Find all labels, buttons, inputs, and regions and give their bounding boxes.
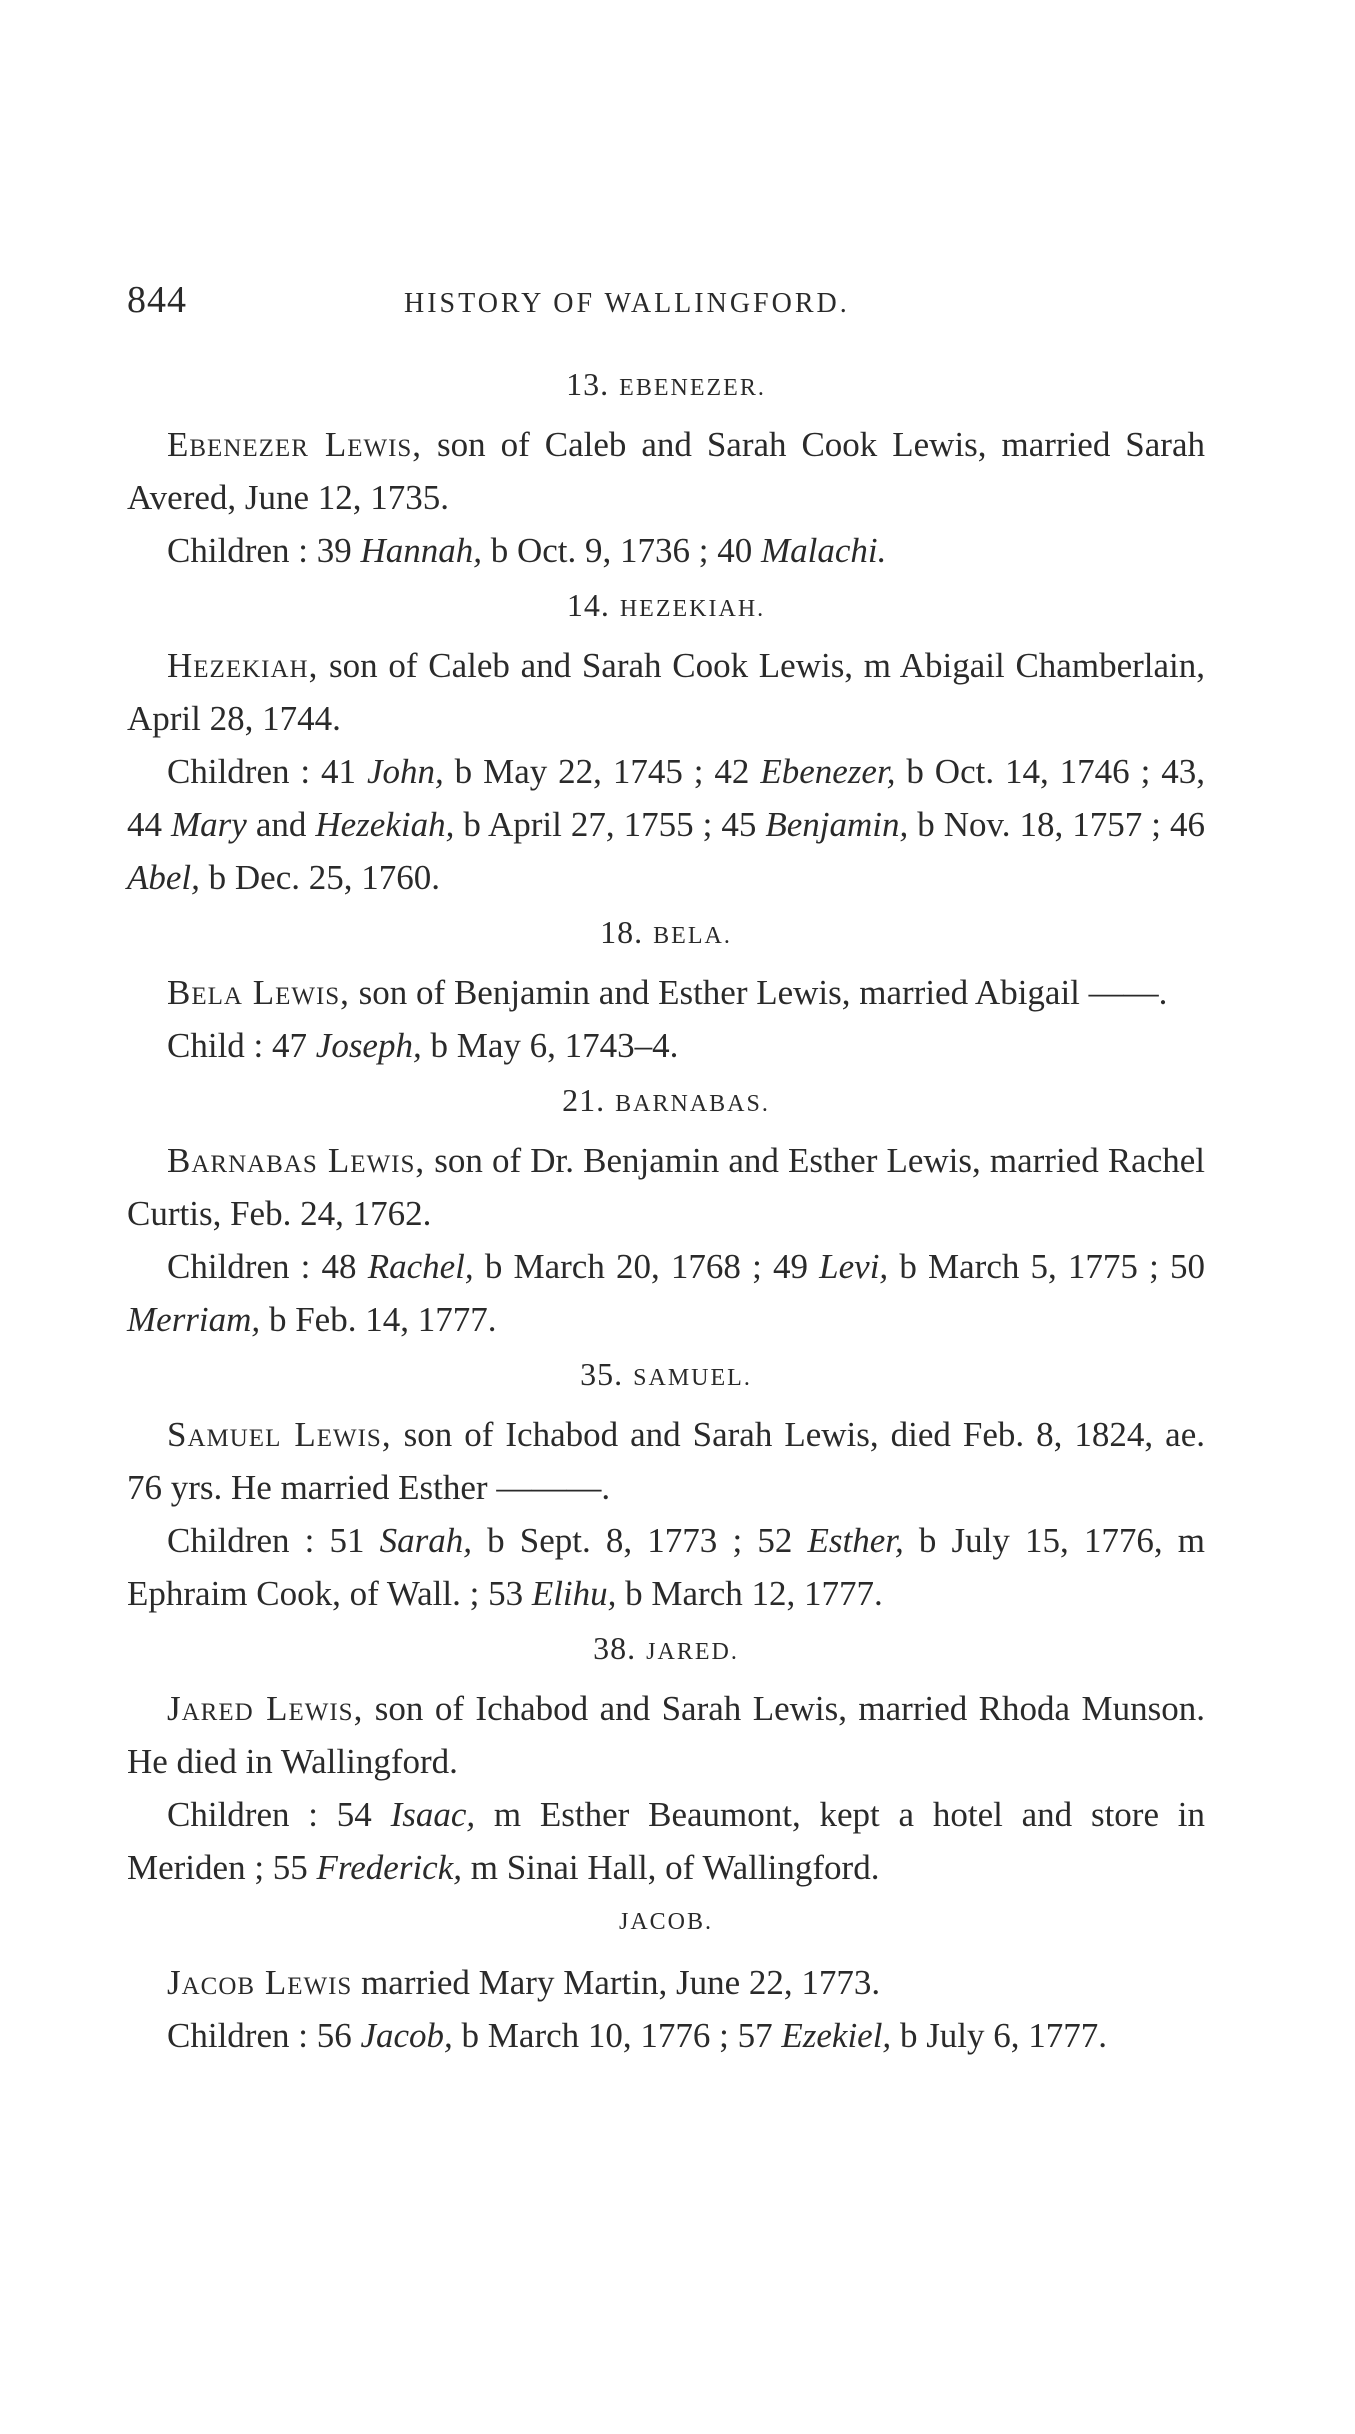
section-heading (127, 1354, 1205, 1396)
family-entry (127, 1408, 1205, 1514)
children-text: b May 6, 1743–4. (421, 1026, 679, 1065)
children-list (127, 524, 1205, 577)
section-number: 38. (593, 1630, 637, 1666)
entry-text: son of Benjamin and Esther Lewis, married Abigail ——. (349, 973, 1168, 1012)
children-text: b Sept. 8, 1773 ; 52 (472, 1521, 808, 1560)
family-entry (127, 1682, 1205, 1788)
child-name: Malachi. (761, 531, 887, 570)
child-name: Abel, (127, 858, 200, 897)
children-text: b Feb. 14, 1777. (260, 1300, 497, 1339)
children-text: b March 12, 1777. (616, 1574, 883, 1613)
section-heading (127, 912, 1205, 954)
section-heading (127, 585, 1205, 627)
children-text: Children : 39 (167, 531, 361, 570)
child-name: Isaac, (390, 1795, 476, 1834)
child-name: Benjamin, (765, 805, 909, 844)
children-text: b May 22, 1745 ; 42 (443, 752, 761, 791)
child-name: Hezekiah, (315, 805, 455, 844)
entry-text: son of Caleb and Sarah Cook Lewis, married Sarah Avered, June 12, 1735. (127, 425, 1205, 517)
section-name: BARNABAS. (615, 1091, 770, 1117)
children-list (127, 1788, 1205, 1894)
section-heading (127, 1902, 1205, 1944)
children-text: Children : 48 (167, 1247, 368, 1286)
children-list (127, 1514, 1205, 1620)
person-name: Jacob Lewis (167, 1963, 353, 2002)
child-name: Rachel, (367, 1247, 474, 1286)
section-number: 21. (562, 1082, 606, 1118)
section-name: SAMUEL. (633, 1365, 752, 1391)
section-number: 35. (580, 1356, 624, 1392)
entry-text: son of Ichabod and Sarah Lewis, died Feb. 8, 1824, ae. 76 yrs. He married Esther ———. (127, 1415, 1205, 1507)
children-list (127, 2009, 1205, 2062)
children-list (127, 1019, 1205, 1072)
children-text: b March 10, 1776 ; 57 (452, 2016, 782, 2055)
person-name: Jared Lewis, (167, 1689, 364, 1728)
child-name: Frederick, (316, 1848, 462, 1887)
child-name: Elihu, (531, 1574, 617, 1613)
child-name: Jacob, (360, 2016, 453, 2055)
child-name: Sarah, (379, 1521, 473, 1560)
section-name: EBENEZER. (619, 375, 766, 401)
family-entry (127, 966, 1205, 1019)
entry-text: son of Caleb and Sarah Cook Lewis, m Abigail Chamberlain, April 28, 1744. (127, 646, 1205, 738)
children-text: Children : 54 (167, 1795, 391, 1834)
children-text: Children : 56 (167, 2016, 361, 2055)
section-number: 18. (600, 914, 644, 950)
page-header (127, 278, 1187, 328)
child-name: Joseph, (315, 1026, 422, 1065)
children-text: and (246, 805, 316, 844)
section-name: JACOB. (618, 1909, 714, 1935)
family-entry (127, 1956, 1205, 2009)
children-text: Child : 47 (167, 1026, 316, 1065)
child-name: Levi, (819, 1247, 889, 1286)
children-text: b July 15, 1776, m Ephraim Cook, of Wall. ; 53 (127, 1521, 1205, 1613)
family-entry (127, 639, 1205, 745)
person-name: Bela Lewis, (167, 973, 350, 1012)
page-body (127, 360, 1205, 2070)
child-name: Mary (171, 805, 247, 844)
section-heading (127, 364, 1205, 406)
children-text: b Oct. 14, 1746 ; 43, 44 (127, 752, 1205, 844)
entry-text: son of Ichabod and Sarah Lewis, married Rhoda Munson. He died in Wallingford. (127, 1689, 1205, 1781)
child-name: Ezekiel, (781, 2016, 892, 2055)
section-number: 13. (566, 366, 610, 402)
children-text: b Oct. 9, 1736 ; 40 (482, 531, 762, 570)
children-text: b March 5, 1775 ; 50 (888, 1247, 1205, 1286)
family-entry (127, 418, 1205, 524)
person-name: Samuel Lewis, (167, 1415, 392, 1454)
family-entry (127, 1134, 1205, 1240)
person-name: Barnabas Lewis, (167, 1141, 426, 1180)
children-list (127, 1240, 1205, 1346)
person-name: Hezekiah, (167, 646, 319, 685)
section-heading (127, 1080, 1205, 1122)
children-text: Children : 41 (167, 752, 367, 791)
running-title: HISTORY OF WALLINGFORD. (404, 288, 850, 319)
person-name: Ebenezer Lewis, (167, 425, 423, 464)
children-text: b March 20, 1768 ; 49 (473, 1247, 820, 1286)
children-text: b July 6, 1777. (891, 2016, 1108, 2055)
children-text: b Dec. 25, 1760. (199, 858, 440, 897)
children-list (127, 745, 1205, 904)
children-text: b April 27, 1755 ; 45 (454, 805, 766, 844)
children-text: m Sinai Hall, of Wallingford. (461, 1848, 880, 1887)
child-name: Esther, (807, 1521, 904, 1560)
children-text: Children : 51 (167, 1521, 380, 1560)
page-number: 844 (127, 279, 187, 321)
children-text: m Esther Beaumont, kept a hotel and store in Meriden ; 55 (127, 1795, 1205, 1887)
child-name: John, (366, 752, 444, 791)
child-name: Ebenezer, (760, 752, 896, 791)
entry-text: son of Dr. Benjamin and Esther Lewis, married Rachel Curtis, Feb. 24, 1762. (127, 1141, 1205, 1233)
children-text: b Nov. 18, 1757 ; 46 (908, 805, 1205, 844)
section-name: BELA. (653, 923, 732, 949)
section-name: JARED. (646, 1639, 739, 1665)
section-heading (127, 1628, 1205, 1670)
child-name: Hannah, (360, 531, 482, 570)
child-name: Merriam, (127, 1300, 261, 1339)
entry-text: married Mary Martin, June 22, 1773. (352, 1963, 881, 2002)
section-name: HEZEKIAH. (619, 596, 766, 622)
section-number: 14. (566, 587, 610, 623)
